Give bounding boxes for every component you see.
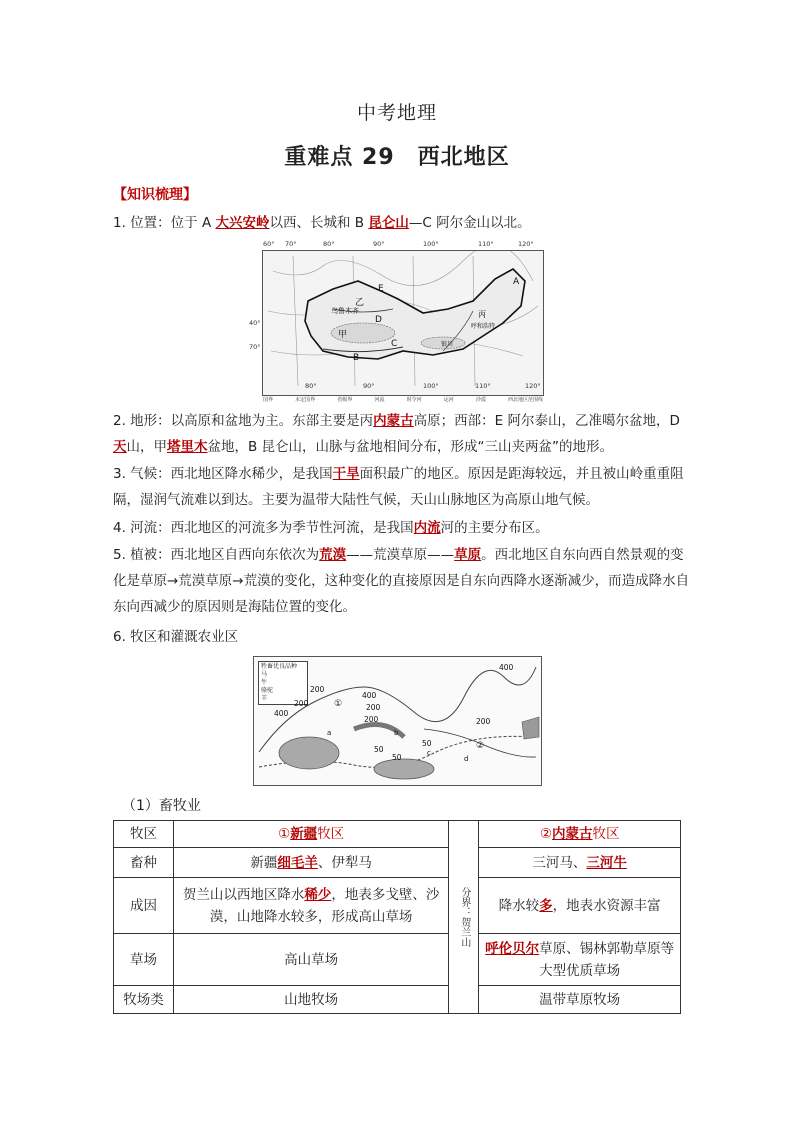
livestock-subheading: （1）畜牧业: [122, 798, 201, 814]
map1-labels: 乌鲁木齐 乙 D 甲 B C 丙 呼和浩特 银川 A E: [331, 277, 520, 363]
document-heading: 重难点 29 西北地区: [284, 145, 510, 170]
paragraph-pastoral-heading: 6. 牧区和灌溉农业区: [113, 629, 239, 645]
paragraph-rivers: 4. 河流：西北地区的河流多为季节性河流，是我国内流河的主要分布区。: [113, 520, 549, 536]
xinjiang-region-cell: ①新疆牧区: [173, 821, 448, 848]
table-row: [114, 848, 681, 878]
pastoral-region-map: [253, 656, 542, 786]
map2-contour-labels: 200 400 200 400 200 200 200 400 50 50 50: [274, 663, 514, 762]
paragraph-terrain: 2. 地形：以高原和盆地为主。东部主要是丙内蒙古高原；西部：E 阿尔泰山，乙准噶尔盆地，D 天山，甲塔里木盆地，B 昆仑山，山脉与盆地相间分布，形成“三山夹两盆”的地形。: [113, 413, 680, 455]
table-row: [114, 821, 681, 848]
xinjiang-cause-cell: 贺兰山以西地区降水稀少，地表多戈壁、沙漠，山地降水较多，形成高山草场: [173, 878, 448, 934]
inner-mongolia-cause-cell: 降水较多，地表水资源丰富: [479, 878, 681, 934]
map2-legend-horse: 马: [261, 671, 268, 678]
map2-markers: ① ② a b c d: [327, 699, 485, 763]
paragraph-climate: 3. 气候：西北地区降水稀少，是我国干旱面积最广的地区。原因是距海较远，并且被山岭重重阻隔，湿润气流难以到达。主要为温带大陆性气候，天山山脉地区为高原山地气候。: [113, 466, 684, 508]
map1-legend: 国界 未定国界 省级界 河流 时令河 运河 沙漠 西北地区范围线: [263, 397, 543, 403]
section-label: 【知识梳理】: [113, 187, 197, 203]
map2-legend-sheep: 羊: [261, 695, 268, 702]
table-row: [114, 878, 681, 934]
inner-mongolia-region-cell: ②内蒙古牧区: [479, 821, 681, 848]
row-label-breed: 畜种: [114, 848, 174, 878]
xinjiang-grassland-cell: 高山草场: [173, 934, 448, 986]
table-row: [114, 934, 681, 986]
inner-mongolia-breed-cell: 三河马、三河牛: [479, 848, 681, 878]
xinjiang-pasture-type-cell: 山地牧场: [173, 986, 448, 1014]
paragraph-location: 1. 位置：位于 A 大兴安岭以西、长城和 B 昆仑山—C 阿尔金山以北。: [113, 215, 531, 231]
inner-mongolia-pasture-type-cell: 温带草原牧场: [479, 986, 681, 1014]
northwest-region-map: 60° 70° 80° 90° 100° 110° 120° 40° 70° 乌鲁木齐 乙 D 甲 B C 丙 呼和浩特 银川 A E 80° 90° 100° 110° 120° 国界 未定国界 省级界 河流 时令河 运河 沙漠 西北地区范围线: [249, 240, 543, 403]
paragraph-vegetation: 5. 植被：西北地区自西向东依次为荒漠——荒漠草原——草原。西北地区自东向西自然景观的变化是草原→荒漠草原→荒漠的变化，这种变化的直接原因是自东向西降水逐渐减少，而造成降水自东向西减少的原因则是海陆位置的变化。: [113, 547, 690, 615]
row-label-cause: 成因: [114, 878, 174, 934]
pastoral-comparison-table: [113, 820, 681, 1014]
map2-legend-camel: 骆驼: [261, 687, 274, 694]
row-label-pasture-type: 牧场类: [114, 986, 174, 1014]
row-label-grassland: 草场: [114, 934, 174, 986]
xinjiang-breed-cell: 新疆细毛羊、伊犁马: [173, 848, 448, 878]
separator-helan-mountain: 分界：贺兰山: [449, 821, 479, 1014]
map2-legend-title: 牲畜优良品种: [261, 663, 298, 670]
document-title: 中考地理: [356, 102, 437, 124]
row-label-region: 牧区: [114, 821, 174, 848]
inner-mongolia-grassland-cell: 呼伦贝尔草原、锡林郭勒草原等大型优质草场: [479, 934, 681, 986]
table-row: [114, 986, 681, 1014]
map2-legend-cattle: 牛: [261, 679, 268, 686]
